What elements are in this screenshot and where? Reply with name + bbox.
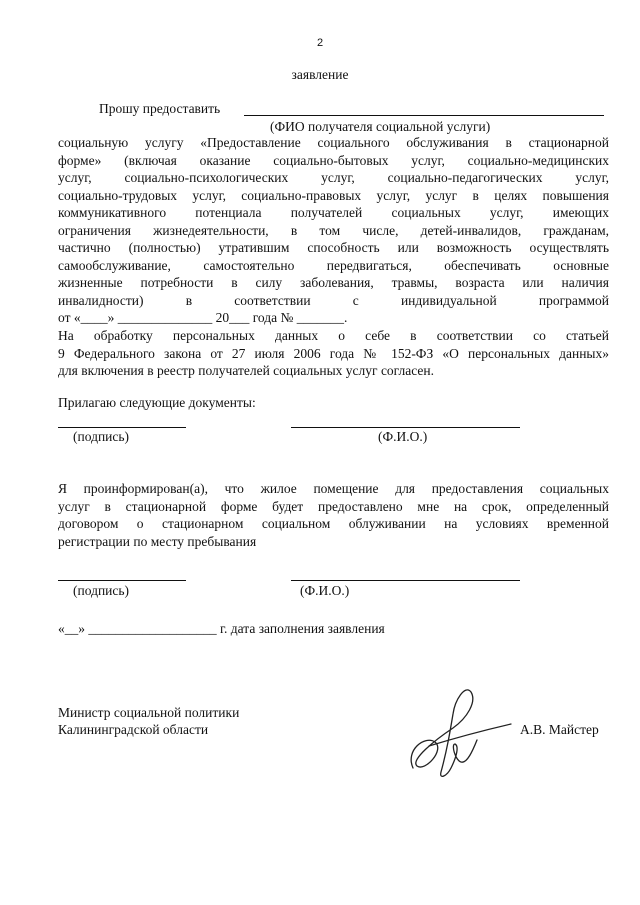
fio-recipient-caption: (ФИО получателя социальной услуги): [270, 119, 491, 134]
fio-field-2[interactable]: [291, 580, 520, 581]
attachments-label: Прилагаю следующие документы:: [58, 395, 256, 410]
consent-paragraph: [58, 327, 609, 380]
body-line: инвалидности) в соответствии с индивидуальной программой: [58, 292, 609, 308]
signature-caption-1: (подпись): [73, 429, 130, 444]
body-line: ограничения жизнедеятельности, в том числе, детей-инвалидов, гражданам,: [58, 222, 609, 238]
fill-date-line: «__» ___________________ г. дата заполнения заявления: [58, 621, 385, 636]
body-line: социальную услугу «Предоставление социального обслуживания в стационарной: [58, 135, 609, 150]
consent-line: 9 Федерального закона от 27 июля 2006 года № 152-ФЗ «О персональных данных»: [58, 345, 609, 361]
informed-line: Я проинформирован(а), что жилое помещение для предоставления социальных: [58, 481, 609, 496]
consent-line: На обработку персональных данных о себе в соответствии со статьей: [58, 328, 609, 343]
informed-paragraph: [58, 480, 609, 550]
body-line: частично (полностью) утратившим способность или возможность осуществлять: [58, 240, 609, 255]
body-line: коммуникативного потенциала получателей социальных услуг, имеющих: [58, 205, 609, 220]
informed-line: договором о стационарном социальном облуживании на условиях временной: [58, 516, 609, 531]
document-title: заявление: [291, 67, 349, 82]
program-date-line: от «____» ______________ 20___ года № _______.: [58, 310, 348, 325]
request-prefix: Прошу предоставить: [99, 101, 221, 116]
consent-line: для включения в реестр получателей социальных услуг согласен.: [58, 363, 435, 378]
informed-line: регистрации по месту пребывания: [58, 533, 257, 549]
fio-caption-1: (Ф.И.О.): [378, 429, 428, 444]
page-number: 2: [316, 37, 324, 49]
body-line: жизненные потребности в силу заболевания, травмы, возраста или наличия: [58, 275, 609, 290]
body-line: самообслуживание, самостоятельно передвигаться, обеспечивать основные: [58, 257, 609, 273]
signature-field-2[interactable]: [58, 580, 186, 581]
body-line: форме» (включая оказание социально-бытовых услуг, социально-медицинских: [58, 152, 609, 168]
official-position-line2: Калининградской области: [58, 722, 209, 737]
body-line: услуг, социально-психологических услуг, социально-педагогических услуг,: [58, 170, 609, 185]
official-name: А.В. Майстер: [520, 722, 599, 737]
official-position-line1: Министр социальной политики: [58, 705, 240, 720]
service-description: [58, 134, 609, 327]
informed-line: услуг в стационарной форме будет предоставлено мне на срок, определенный: [58, 498, 609, 514]
signature-caption-2: (подпись): [73, 583, 130, 598]
fio-caption-2: (Ф.И.О.): [300, 583, 350, 598]
fio-recipient-field[interactable]: [244, 115, 604, 116]
fio-field-1[interactable]: [291, 427, 520, 428]
signature-field-1[interactable]: [58, 427, 186, 428]
body-line: социально-трудовых услуг, социально-правовых услуг, услуг в целях повышения: [58, 187, 609, 203]
